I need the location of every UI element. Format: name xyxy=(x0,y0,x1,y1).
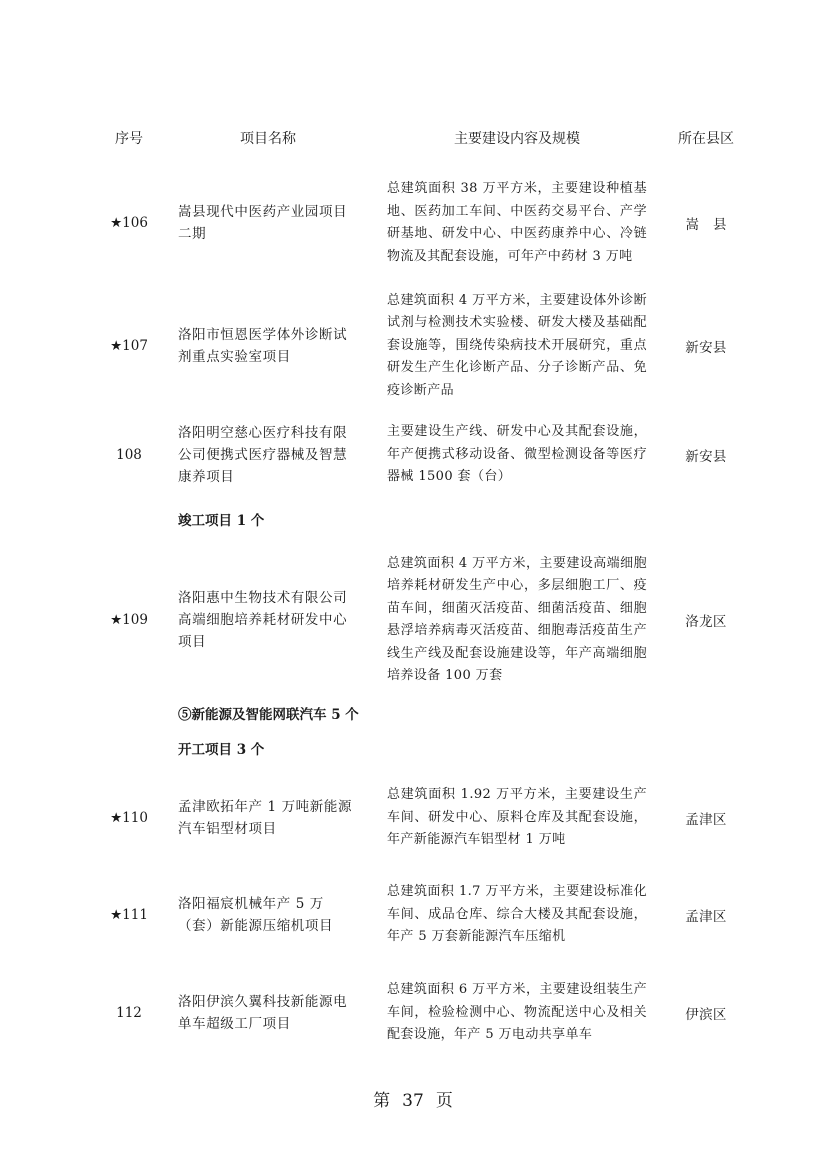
row-content: 总建筑面积 6 万平方米，主要建设组装生产车间，检验检测中心、物流配送中心及相关配套设施，年产 5 万电动共享单车 xyxy=(387,982,647,1043)
table-row xyxy=(0,968,826,1058)
row-name: 孟津欧拓年产 1 万吨新能源汽车铝型材项目 xyxy=(178,799,353,837)
row-county: 新安县 xyxy=(685,449,727,465)
row-no: ★107 xyxy=(110,337,148,354)
row-no: ★110 xyxy=(110,809,148,826)
row-county: 洛龙区 xyxy=(685,614,727,630)
row-no: ★111 xyxy=(110,906,148,923)
table-row xyxy=(0,167,826,279)
row-content: 总建筑面积 1.92 万平方米，主要建设生产车间、研发中心、原料仓库及其配套设施，年产新能源汽车铝型材 1 万吨 xyxy=(387,787,647,848)
table-row xyxy=(0,542,826,698)
row-county: 新安县 xyxy=(685,340,727,356)
row-content: 总建筑面积 38 万平方米，主要建设种植基地、医药加工车间、中医药交易平台、产学研基地、研发中心、中医药康养中心、冷链物流及其配套设施，可年产中药材 3 万吨 xyxy=(387,181,647,264)
table-row xyxy=(0,870,826,960)
row-content: 总建筑面积 4 万平方米，主要建设高端细胞培养耗材研发生产中心，多层细胞工厂、疫苗车间，细菌灭活疫苗、细菌活疫苗、细胞悬浮培养病毒灭活疫苗、细胞毒活疫苗生产线生产线及配套设施建设等，年产高端细胞培养设备 100 万套 xyxy=(387,555,647,683)
row-content: 主要建设生产线、研发中心及其配套设施，年产便携式移动设备、微型检测设备等医疗器械 1500 套（台） xyxy=(387,424,647,485)
page-footer xyxy=(0,1086,826,1111)
row-name: 嵩县现代中医药产业园项目二期 xyxy=(178,204,348,242)
row-name: 洛阳市恒恩医学体外诊断试剂重点实验室项目 xyxy=(178,327,348,365)
header-no: 序号 xyxy=(115,131,143,147)
footer-prefix: 第 xyxy=(373,1091,391,1111)
row-county: 嵩县 xyxy=(685,217,741,233)
page-number: 37 xyxy=(402,1091,424,1111)
section-completed-projects: 竣工项目 1 个 xyxy=(178,513,265,529)
header-county: 所在县区 xyxy=(678,131,734,147)
table-row xyxy=(0,421,826,489)
row-no: ★106 xyxy=(110,214,148,231)
row-no: ★109 xyxy=(110,611,148,628)
row-name: 洛阳惠中生物技术有限公司高端细胞培养耗材研发中心项目 xyxy=(178,590,348,650)
row-county: 孟津区 xyxy=(685,909,727,925)
row-name: 洛阳伊滨久翼科技新能源电单车超级工厂项目 xyxy=(178,994,348,1032)
row-county: 伊滨区 xyxy=(685,1007,727,1023)
row-name: 洛阳福宸机械年产 5 万（套）新能源压缩机项目 xyxy=(178,896,334,934)
header-content: 主要建设内容及规模 xyxy=(454,131,580,147)
row-no: 112 xyxy=(116,1004,142,1021)
row-name: 洛阳明空慈心医疗科技有限公司便携式医疗器械及智慧康养项目 xyxy=(178,425,348,485)
footer-suffix: 页 xyxy=(435,1091,453,1111)
section-started-projects: 开工项目 3 个 xyxy=(178,742,265,758)
row-content: 总建筑面积 1.7 万平方米，主要建设标准化车间、成品仓库、综合大楼及其配套设施，年产 5 万套新能源汽车压缩机 xyxy=(387,884,647,945)
table-row xyxy=(0,290,826,402)
row-county: 孟津区 xyxy=(685,812,727,828)
header-name: 项目名称 xyxy=(240,131,296,147)
table-row xyxy=(0,773,826,863)
section-nev-category: ⑤新能源及智能网联汽车 5 个 xyxy=(178,707,359,723)
row-content: 总建筑面积 4 万平方米，主要建设体外诊断试剂与检测技术实验楼、研发大楼及基础配套设施等，围绕传染病技术开展研究，重点研发生产生化诊断产品、分子诊断产品、免疫诊断产品 xyxy=(387,292,647,398)
row-no: 108 xyxy=(116,446,142,463)
